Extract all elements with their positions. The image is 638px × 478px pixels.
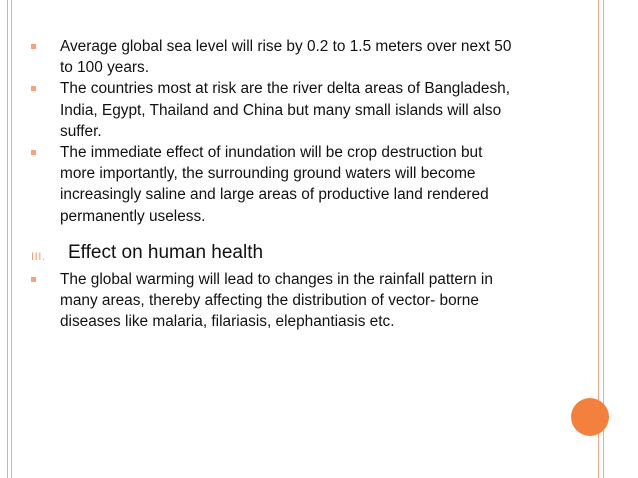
orange-circle-decoration — [571, 398, 609, 436]
bullet-item-human-health — [31, 269, 586, 333]
square-bullet-icon — [31, 150, 36, 155]
slide-content — [31, 36, 586, 332]
square-bullet-icon — [31, 44, 36, 49]
left-border-line-inner — [11, 0, 12, 478]
bullet-item-countries-at-risk — [31, 78, 586, 142]
bullet-text: Average global sea level will rise by 0.2 to 1.5 meters over next 50 to 100 years. — [60, 38, 512, 77]
left-border-line-outer — [7, 0, 8, 478]
section-title: Effect on human health — [68, 241, 264, 263]
bullet-text: The immediate effect of inundation will be crop destruction but more importantly, the surrounding ground waters will become increasingly saline and large areas of productive land rendered permanently useless. — [60, 144, 489, 225]
bullet-item-sea-level — [31, 36, 586, 78]
bullet-item-inundation-effect — [31, 142, 586, 227]
square-bullet-icon — [31, 277, 36, 282]
bullet-text: The global warming will lead to changes in the rainfall pattern in many areas, thereby affecting the distribution of vector- borne diseases like malaria, filariasis, elephantiasis etc. — [60, 270, 493, 331]
section-number: III. — [31, 250, 46, 263]
section-heading — [31, 239, 586, 267]
square-bullet-icon — [31, 86, 36, 91]
bullet-text: The countries most at risk are the river delta areas of Bangladesh, India, Egypt, Thailand and China but many small islands will also suffer. — [60, 80, 510, 140]
